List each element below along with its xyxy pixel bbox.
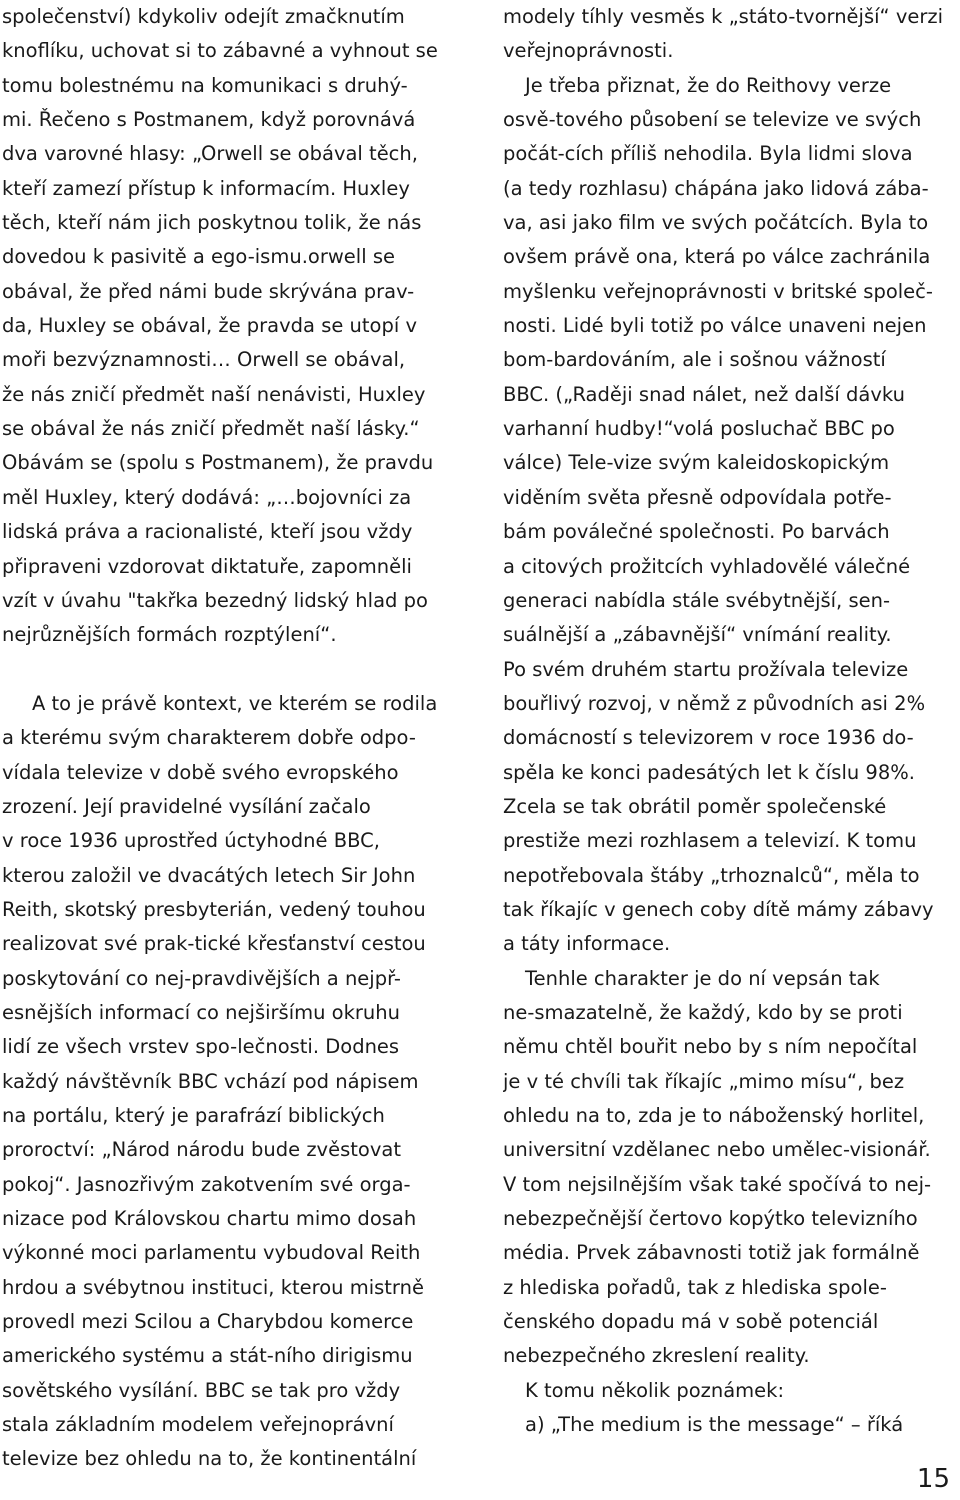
text-line: nebezpečnější čertovo kopýtko televizního bbox=[503, 1207, 918, 1231]
text-line: varhanní hudby!“volá posluchač BBC po bbox=[503, 417, 895, 441]
page-number: 15 bbox=[916, 1464, 950, 1494]
text-line: válce) Tele-vize svým kaleidoskopickým bbox=[503, 451, 890, 475]
text-line: nejrůznějších formách rozptýlení“. bbox=[2, 623, 337, 647]
text-line: že nás zničí předmět naší nenávisti, Huxley bbox=[2, 382, 426, 406]
text-line: realizovat své prak-tické křesťanství cestou bbox=[2, 932, 426, 956]
text-line: zrození. Její pravidelné vysílání začalo bbox=[2, 794, 371, 818]
text-line: modely tíhly vesměs k „státo-tvornější“ verzi bbox=[503, 5, 944, 28]
text-line: na portálu, který je parafrází biblických bbox=[2, 1104, 385, 1127]
text-line: kteří zamezí přístup k informacím. Huxley bbox=[2, 176, 410, 200]
text-line: Zcela se tak obrátil poměr společenské bbox=[503, 794, 887, 818]
right-column bbox=[503, 0, 953, 1442]
text-line: (a tedy rozhlasu) chápána jako lidová zába- bbox=[503, 176, 929, 200]
text-line: a táty informace. bbox=[503, 932, 671, 956]
text-line: nebezpečného zkreslení reality. bbox=[503, 1344, 810, 1368]
text-line: A to je právě kontext, ve kterém se rodila bbox=[32, 691, 438, 715]
text-line: je v té chvíli tak říkajíc „mimo mísu“, bez bbox=[503, 1069, 905, 1093]
text-line: viděním světa přesně odpovídala potře- bbox=[503, 485, 892, 509]
text-line: němu chtěl bouřit nebo by s ním nepočítal bbox=[503, 1035, 918, 1059]
text-line: Po svém druhém startu prožívala televize bbox=[503, 657, 909, 681]
text-line: proroctví: „Národ národu bude zvěstovat bbox=[2, 1138, 401, 1162]
text-line: měl Huxley, který dodává: „…bojovníci za bbox=[2, 485, 412, 509]
text-line: domácností s televizorem v roce 1936 do- bbox=[503, 726, 914, 750]
text-line: nizace pod Královskou chartu mimo dosah bbox=[2, 1207, 417, 1231]
text-line: kterou založil ve dvacátých letech Sir John bbox=[2, 863, 416, 887]
text-line: Obávám se (spolu s Postmanem), že pravdu bbox=[2, 451, 434, 475]
text-line: počát-cích příliš nehodila. Byla lidmi slova bbox=[503, 142, 913, 166]
text-line: televize bez ohledu na to, že kontinentální bbox=[2, 1447, 417, 1471]
text-line: universitní vzdělanec nebo umělec-visionář. bbox=[503, 1138, 931, 1162]
text-line: lidí ze všech vrstev spo-lečnosti. Dodnes bbox=[2, 1035, 400, 1059]
text-line: hrdou a svébytnou instituci, kterou mistrně bbox=[2, 1275, 424, 1299]
text-line: Je třeba přiznat, že do Reithovy verze bbox=[525, 73, 892, 97]
text-line: veřejnoprávnosti. bbox=[503, 39, 674, 63]
text-line: vzít v úvahu "takřka bezedný lidský hlad po bbox=[2, 588, 428, 612]
text-line: tak říkajíc v genech coby dítě mámy zábavy bbox=[503, 897, 934, 921]
text-line: bom-bardováním, ale i sošnou vážností bbox=[503, 348, 886, 372]
text-line: bouřlivý rozvoj, v němž z původních asi 2% bbox=[503, 691, 926, 715]
text-line: dva varovné hlasy: „Orwell se obával těch, bbox=[2, 142, 418, 166]
text-line: a kterému svým charakterem dobře odpo- bbox=[2, 726, 416, 750]
text-line: va, asi jako film ve svých počátcích. Byla to bbox=[503, 211, 929, 235]
text-line: esnějších informací co nejširšímu okruhu bbox=[2, 1000, 400, 1024]
text-line: čenského dopadu má v sobě potenciál bbox=[503, 1310, 879, 1334]
text-line: stala základním modelem veřejnoprávní bbox=[2, 1413, 394, 1437]
text-line: společenství) kdykoliv odejít zmačknutím bbox=[2, 5, 405, 28]
text-line: tomu bolestnému na komunikaci s druhý- bbox=[2, 73, 408, 97]
text-line: spěla ke konci padesátých let k číslu 98%. bbox=[503, 760, 915, 784]
text-line: BBC. („Raději snad nálet, než další dávku bbox=[503, 382, 905, 406]
text-line: sovětského vysílání. BBC se tak pro vždy bbox=[2, 1378, 401, 1402]
text-line: osvě-tového působení se televize ve svých bbox=[503, 108, 922, 132]
paragraph-gap bbox=[2, 653, 454, 687]
text-line: bám poválečné společnosti. Po barvách bbox=[503, 520, 890, 544]
text-line: z hlediska pořadů, tak z hlediska spole- bbox=[503, 1275, 887, 1299]
text-line: provedl mezi Scilou a Charybdou komerce bbox=[2, 1310, 414, 1334]
text-line: obával, že před námi bude skrývána prav- bbox=[2, 279, 415, 303]
text-line: nosti. Lidé byli totiž po válce unaveni nejen bbox=[503, 314, 927, 338]
text-line: nepotřebovala štáby „trhoznalců“, měla to bbox=[503, 863, 920, 887]
left-column bbox=[2, 0, 454, 1477]
text-line: se obával že nás zničí předmět naší lásky.“ bbox=[2, 417, 420, 441]
text-line: těch, kteří nám jich poskytnou tolik, že nás bbox=[2, 211, 422, 235]
text-line: připraveni vzdorovat diktatuře, zapomněli bbox=[2, 554, 412, 578]
text-line: ohledu na to, zda je to náboženský horlitel, bbox=[503, 1104, 925, 1127]
text-line: suálnější a „zábavnější“ vnímání reality. bbox=[503, 623, 892, 647]
text-line: mi. Řečeno s Postmanem, když porovnává bbox=[2, 108, 416, 132]
text-line: amerického systému a stát-ního dirigismu bbox=[2, 1344, 413, 1368]
text-line: K tomu několik poznámek: bbox=[525, 1378, 785, 1402]
text-line: a citových prožitcích vyhladovělé válečné bbox=[503, 554, 911, 578]
text-line: výkonné moci parlamentu vybudoval Reith bbox=[2, 1241, 421, 1265]
text-line: Tenhle charakter je do ní vepsán tak bbox=[525, 966, 880, 990]
text-line: knoflíku, uchovat si to zábavné a vyhnout se bbox=[2, 39, 438, 63]
text-line: Reith, skotský presbyterián, vedený touhou bbox=[2, 897, 426, 921]
text-line: a) „The medium is the message“ – říká bbox=[525, 1413, 904, 1437]
text-line: ovšem právě ona, která po válce zachránila bbox=[503, 245, 931, 269]
text-line: lidská práva a racionalisté, kteří jsou vždy bbox=[2, 520, 413, 544]
text-line: média. Prvek zábavnosti totiž jak formálně bbox=[503, 1241, 920, 1265]
text-line: myšlenku veřejnoprávnosti v britské společ- bbox=[503, 279, 933, 303]
text-line: vídala televize v době svého evropského bbox=[2, 760, 399, 784]
text-line: ne-smazatelně, že každý, kdo by se proti bbox=[503, 1000, 903, 1024]
text-line: da, Huxley se obával, že pravda se utopí v bbox=[2, 314, 418, 338]
text-line: prestiže mezi rozhlasem a televizí. K tomu bbox=[503, 829, 917, 853]
text-line: moři bezvýznamnosti… Orwell se obával, bbox=[2, 348, 406, 372]
text-line: pokoj“. Jasnozřivým zakotvením své orga- bbox=[2, 1172, 411, 1196]
text-line: V tom nejsilnějším však také spočívá to nej- bbox=[503, 1172, 932, 1196]
text-line: každý návštěvník BBC vchází pod nápisem bbox=[2, 1069, 419, 1093]
text-line: generaci nabídla stále svébytnější, sen- bbox=[503, 588, 891, 612]
text-line: v roce 1936 uprostřed úctyhodné BBC, bbox=[2, 829, 380, 853]
text-line: dovedou k pasivitě a ego-ismu.orwell se bbox=[2, 245, 395, 269]
text-line: poskytování co nej-pravdivějších a nejpř- bbox=[2, 966, 401, 990]
